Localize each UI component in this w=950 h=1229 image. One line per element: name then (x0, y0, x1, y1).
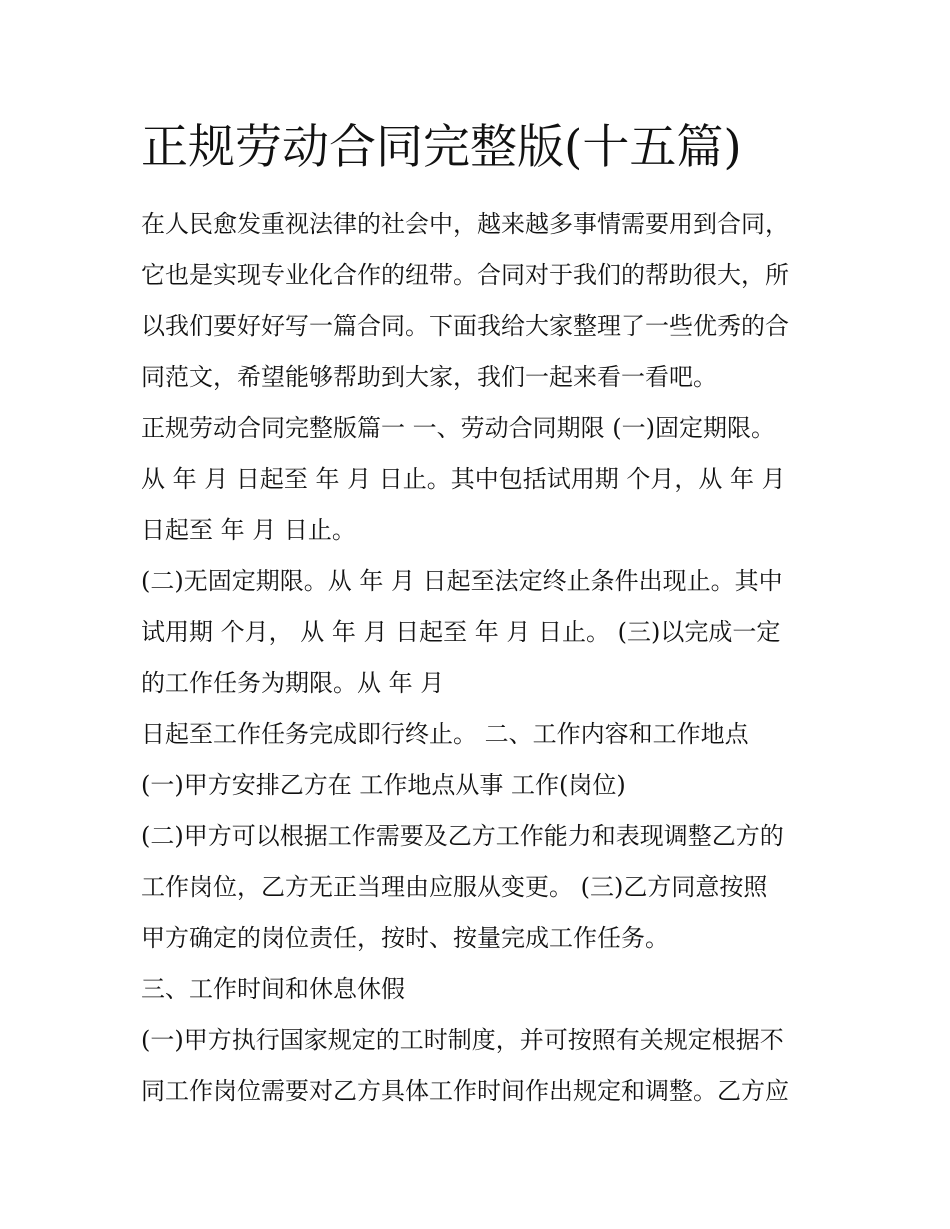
text-line: 三、工作时间和休息休假 (141, 975, 405, 1003)
text-line: 正规劳动合同完整版篇一 一、劳动合同期限 (一)固定期限。 (141, 414, 775, 442)
text-line: 日起至工作任务完成即行终止。 二、工作内容和工作地点 (141, 720, 749, 748)
text-line: 甲方确定的岗位责任，按时、按量完成工作任务。 (141, 924, 669, 952)
text-line: 的工作任务为期限。从 年 月 (141, 669, 445, 697)
text-line: 在人民愈发重视法律的社会中，越来越多事情需要用到合同， (141, 210, 789, 238)
text-line: 工作岗位，乙方无正当理由应服从变更。 (三)乙方同意按照 (141, 873, 768, 901)
text-line: (二)无固定期限。从 年 月 日起至法定终止条件出现止。其中 (141, 567, 783, 595)
document-title: 正规劳动合同完整版(十五篇) (141, 120, 742, 175)
text-line: 从 年 月 日起至 年 月 日止。其中包括试用期 个月，从 年 月 (141, 465, 786, 493)
text-line: 试用期 个月， 从 年 月 日起至 年 月 日止。 (三)以完成一定 (141, 618, 781, 646)
text-line: 日起至 年 月 日止。 (141, 516, 356, 544)
text-line: 它也是实现专业化合作的纽带。合同对于我们的帮助很大，所 (141, 261, 789, 289)
text-line: (二)甲方可以根据工作需要及乙方工作能力和表现调整乙方的 (141, 822, 784, 850)
document-body (141, 199, 821, 1117)
text-line: 同工作岗位需要对乙方具体工作时间作出规定和调整。乙方应 (141, 1077, 789, 1105)
text-line: (一)甲方执行国家规定的工时制度，并可按照有关规定根据不 (141, 1026, 784, 1054)
text-line: 以我们要好好写一篇合同。下面我给大家整理了一些优秀的合 (141, 312, 789, 340)
text-line: 同范文，希望能够帮助到大家，我们一起来看一看吧。 (141, 363, 717, 391)
text-line: (一)甲方安排乙方在 工作地点从事 工作(岗位) (141, 771, 626, 799)
